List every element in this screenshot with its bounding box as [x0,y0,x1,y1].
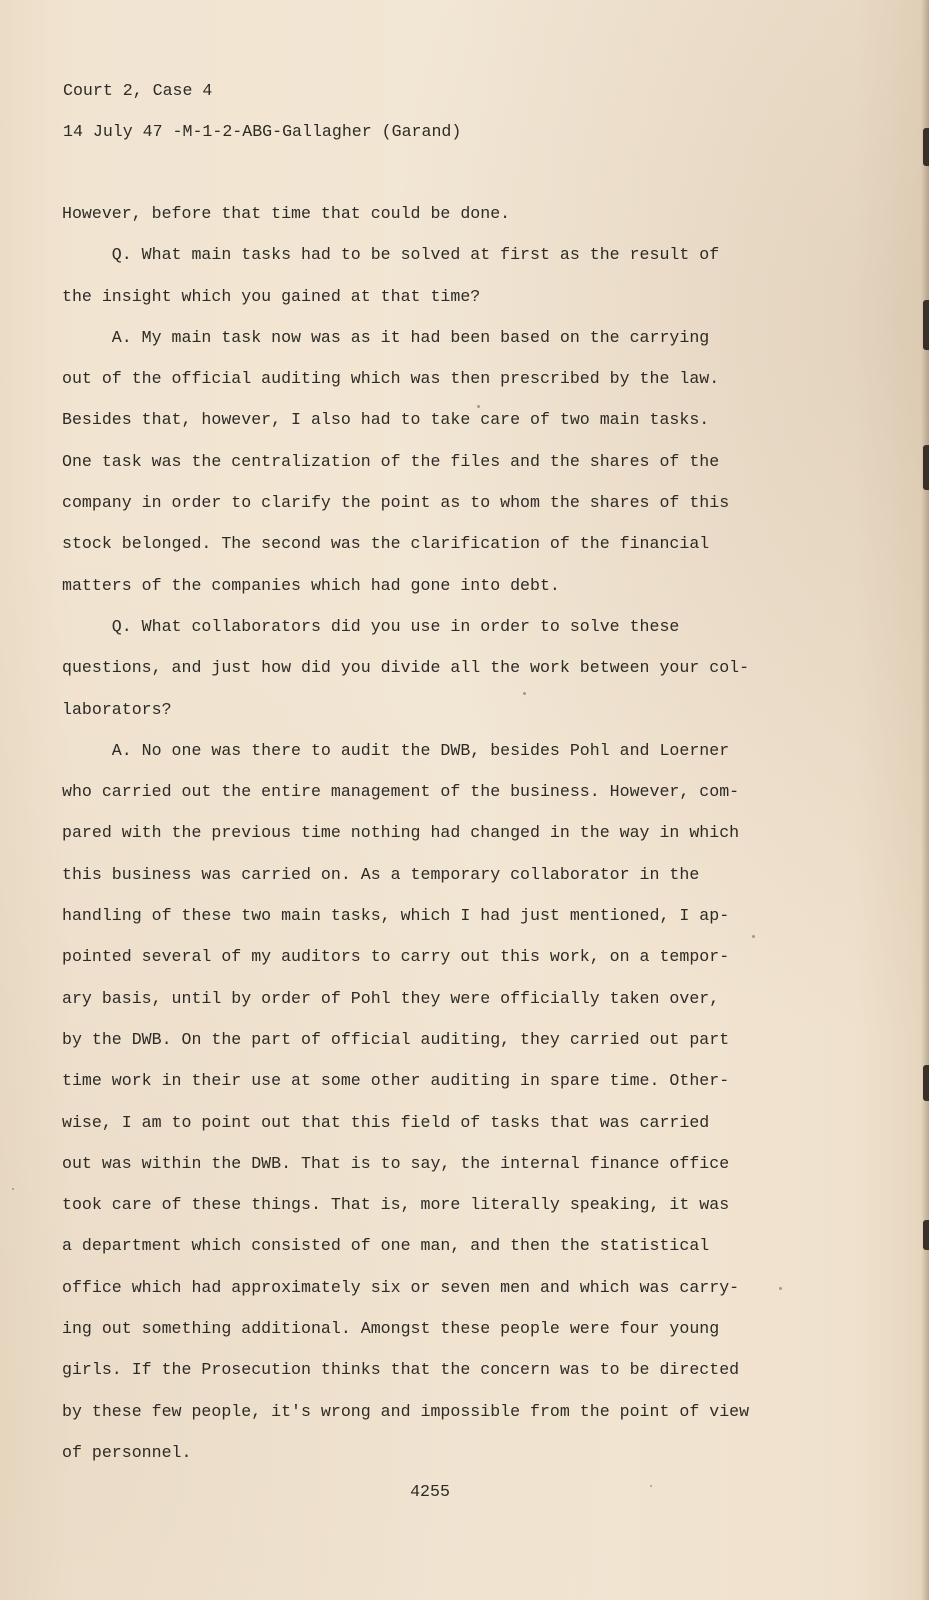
transcript-line: A. My main task now was as it had been based on the carrying [62,327,710,347]
transcript-body [62,204,782,1484]
page-number: 4255 [410,1482,450,1501]
transcript-line: matters of the companies which had gone into debt. [62,575,560,595]
transcript-line: A. No one was there to audit the DWB, besides Pohl and Loerner [62,740,730,760]
transcript-line: Besides that, however, I also had to take care of two main tasks. [62,410,710,430]
transcript-line: took care of these things. That is, more literally speaking, it was [62,1195,730,1215]
transcript-line: out was within the DWB. That is to say, the internal finance office [62,1153,730,1173]
paper-speck [12,1188,14,1190]
transcript-line: Q. What collaborators did you use in order to solve these [62,616,680,636]
transcript-line: by these few people, it's wrong and impossible from the point of view [62,1401,750,1421]
transcript-line: One task was the centralization of the files and the shares of the [62,451,720,471]
transcript-line: ary basis, until by order of Pohl they were officially taken over, [62,988,720,1008]
transcript-line: handling of these two main tasks, which I had just mentioned, I ap- [62,906,730,926]
binding-mark [923,128,929,166]
transcript-line: the insight which you gained at that time? [62,286,481,306]
transcript-line: a department which consisted of one man, and then the statistical [62,1236,710,1256]
transcript-line: laborators? [62,699,172,719]
binding-mark [923,1065,929,1101]
transcript-line: pointed several of my auditors to carry out this work, on a tempor- [62,947,730,967]
transcript-line: time work in their use at some other auditing in spare time. Other- [62,1071,730,1091]
binding-mark [923,1220,929,1250]
transcript-line: However, before that time that could be done. [62,204,511,223]
paper-speck [650,1485,652,1487]
binding-mark [923,300,929,350]
transcript-line: of personnel. [62,1442,192,1462]
transcript-line: company in order to clarify the point as to whom the shares of this [62,493,730,513]
transcript-line: office which had approximately six or seven men and which was carry- [62,1277,740,1297]
paper-edge-shadow [921,0,929,1600]
transcript-line: stock belonged. The second was the clarification of the financial [62,534,710,554]
paper-speck [752,935,755,938]
paper-speck [477,405,480,408]
transcript-line: ing out something additional. Amongst these people were four young [62,1319,720,1339]
transcript-line: Q. What main tasks had to be solved at first as the result of [62,245,720,265]
transcript-line: out of the official auditing which was then prescribed by the law. [62,369,720,389]
transcript-line: this business was carried on. As a temporary collaborator in the [62,864,700,884]
transcript-line: girls. If the Prosecution thinks that the concern was to be directed [62,1360,740,1380]
transcript-line: wise, I am to point out that this field of tasks that was carried [62,1112,710,1132]
binding-mark [923,445,929,490]
transcript-line: pared with the previous time nothing had changed in the way in which [62,823,740,843]
paper-speck [523,692,526,695]
session-line: 14 July 47 -M-1-2-ABG-Gallagher (Garand) [63,122,462,141]
transcript-line: by the DWB. On the part of official auditing, they carried out part [62,1029,730,1049]
transcript-line: who carried out the entire management of the business. However, com- [62,782,740,802]
paper-speck [779,1287,782,1290]
transcript-line: questions, and just how did you divide all the work between your col- [62,658,750,678]
court-case-label: Court 2, Case 4 [63,81,213,100]
